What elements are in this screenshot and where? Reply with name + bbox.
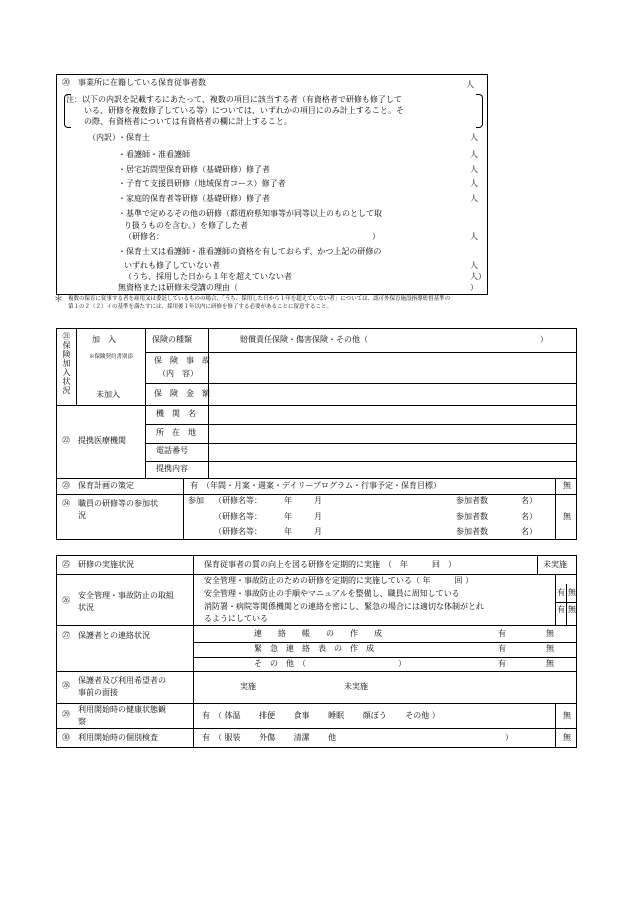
staff-count-heading: ⑳ 事業所に在籍している保育従事者数 [62,78,206,87]
emergency-list: 緊 急 連 絡 表 の 作 成 [254,644,374,653]
training-row-1-year: 年 [284,496,292,505]
item-nursery-teacher-unit: 人 [470,133,478,142]
interview-label-2: 事前の面接 [78,688,118,697]
insurance-type-value: 賠償責任保険・傷害保険・その他（ [240,335,368,344]
health-check-label-2: 察 [78,717,86,726]
health-check-no[interactable]: 無 [563,711,571,720]
training-row-2-year: 年 [284,512,292,521]
safety-label: 安全管理・事故防止の取組 [78,591,174,600]
training-row-2-name: （研修名等： [214,512,262,521]
training-participation-label: ㉔ 職員の研修等の参加状 [62,499,158,508]
safety-line-1: 安全管理・事故防止のための研修を定期的に実施している（ 年 回 ） [204,576,474,585]
footnote-line-1: 複数の保育に従事する者を雇用又は委託しているものの場合、「うち、採用した日から１年を超えていない者」については、認可外保育施設指導監督基準の [68,296,451,302]
emergency-list-no[interactable]: 無 [546,644,554,653]
individual-check-close: ） [505,733,513,742]
item-other-training-unit: 人 [470,232,478,241]
interview-done[interactable]: 実施 [240,682,256,691]
training-impl-value[interactable]: 保育従事者の質の向上を図る研修を定期的に実施 （ 年 回 ） [204,560,456,569]
training-row-1-count: 参加者数 [456,496,488,505]
note-line-2: いる、研修を複数修了している等）については、いずれかの項目にのみ計上すること。そ [84,106,404,115]
item-home-childcare: ・家庭的保育者等研修（基礎研修）修了者 [118,194,270,203]
training-row-3-name: （研修名等： [214,527,262,536]
medical-name-label: 機 関 名 [156,409,196,418]
item-childcare-support-unit: 人 [470,179,478,188]
contact-book-no[interactable]: 無 [546,629,554,638]
training-row-3-count: 参加者数 [456,527,488,536]
insurance-amount-label: 保 険 金 額 [154,389,210,398]
medical-phone-label: 電話番号 [156,446,188,455]
training-row-2-count: 参加者数 [456,512,488,521]
item-unqualified-within-year-unit: 人） [470,272,486,281]
footnote-mark: ＊ [54,295,64,305]
safety-line-3: 消防署・病院等関係機関との連絡を密にし、緊急の場合には適切な体制がとれ [204,602,484,611]
contact-book-yes[interactable]: 有 [498,629,506,638]
insurance-status-label: ㉑保険加入状況 [62,332,71,395]
training-impl-label: ㉕ 研修の実施状況 [62,560,134,569]
safety-yes-1[interactable]: 有 [557,588,565,597]
note-line-1: 注：以下の内訳を記載するにあたって、複数の項目に該当する者（有資格者で研修も修了して [66,95,402,104]
care-plan-label: ㉓ 保育計画の策定 [62,481,134,490]
note-line-3: の際、有資格者については有資格者の欄に計上すること。 [84,117,292,126]
safety-no-1[interactable]: 無 [568,588,576,597]
contact-book: 連 絡 帳 の 作 成 [254,629,382,638]
training-row-1-month: 月 [314,496,322,505]
contact-other: そ の 他 （ [254,659,306,668]
training-participate[interactable]: 参加 [188,496,204,505]
interview-label: 保護者及び利用希望者の [78,676,166,685]
item-other-training-1: ・基準で定めるその他の研修（都道府県知事等が同等以上のものとして取 [118,209,382,218]
item-unqualified-2: いずれも修了していない者 [124,261,220,270]
medical-content-label: 提携内容 [156,464,188,473]
training-row-3-month: 月 [314,527,322,536]
care-plan-no[interactable]: 無 [563,481,571,490]
item-nursery-teacher: ・保育士 [118,133,150,142]
item-other-training-name: （研修名： [124,232,164,241]
insurance-joined-note: ※保険契約書別添 [88,354,133,360]
individual-check-value[interactable]: 有 （ 服装 外傷 清潔 他 [202,733,337,742]
item-home-visit-unit: 人 [470,165,478,174]
training-row-3-close: 名） [521,527,537,536]
care-plan-yes[interactable]: 有 （年間・月案・週案・デイリープログラム・行事予定・保育目標） [190,481,441,490]
item-unqualified-within-year: （うち、採用した日から１年を超えていない者 [124,272,292,281]
footnote-line-2: 第１の２（２）イの基準を満たすには、採用後１年以内に研修を修了する必要があることに留意すること。 [68,304,333,310]
insurance-type-close: ） [540,335,548,344]
contact-other-close: ） [398,659,406,668]
health-check-num: ㉙ [62,710,70,719]
interview-not-done[interactable]: 未実施 [344,682,368,691]
safety-no-2[interactable]: 無 [568,605,576,614]
item-nurse-unit: 人 [470,150,478,159]
interview-num: ㉘ [62,681,70,690]
item-childcare-support: ・子育て支援員研修（地域保育コース）修了者 [118,179,286,188]
medical-partner-label: ㉒ 提携医療機関 [62,436,126,445]
reason-label: 無資格または研修未受講の理由（ [118,283,238,292]
training-row-1-name: （研修名等： [214,496,262,505]
parent-contact-label: ㉗ 保護者との連絡状況 [62,631,150,640]
staff-count-unit: 人 [466,80,474,89]
contact-other-yes[interactable]: 有 [498,659,506,668]
item-nurse: ・看護師・准看護師 [118,150,190,159]
medical-address-label: 所 在 地 [156,428,196,437]
contact-other-no[interactable]: 無 [546,659,554,668]
safety-label-2: 状況 [78,603,94,612]
training-row-1-close: 名） [521,496,537,505]
insurance-joined[interactable]: 加 入 [92,335,116,344]
training-participation-label-2: 況 [78,511,86,520]
item-unqualified-unit: 人 [470,261,478,270]
health-check-value[interactable]: 有 （ 体温 排便 食事 睡眠 顔ぼう その他 ） [202,711,440,720]
insurance-not-joined[interactable]: 未加入 [96,390,120,399]
health-check-label: 利用開始時の健康状態観 [78,705,166,714]
insurance-accident-label: 保 険 事 故 [154,356,210,365]
reason-close: ） [470,283,478,292]
item-home-childcare-unit: 人 [470,194,478,203]
training-row-3-year: 年 [284,527,292,536]
individual-check-no[interactable]: 無 [563,733,571,742]
safety-line-2: 安全管理・事故防止の手順やマニュアルを整備し、職員に周知している [204,589,460,598]
item-home-visit: ・居宅訪問型保育研修（基礎研修）修了者 [118,165,270,174]
item-other-training-2: り扱うものを含む。）を修了した者 [124,221,248,230]
training-row-2-month: 月 [314,512,322,521]
safety-yes-2[interactable]: 有 [557,605,565,614]
note-bracket-right [476,94,483,128]
individual-check-label: ㉚ 利用開始時の個別検査 [62,733,158,742]
training-no[interactable]: 無 [563,512,571,521]
safety-num: ㉖ [62,596,70,605]
item-other-training-close: ） [372,232,380,241]
item-unqualified-1: ・保育士又は看護師・准看護師の資格を有しておらず、かつ上記の研修の [118,247,382,256]
safety-line-4: るようにしている [204,614,268,623]
emergency-list-yes[interactable]: 有 [498,644,506,653]
training-impl-no[interactable]: 未実施 [543,560,567,569]
insurance-type-label: 保険の種類 [152,335,192,344]
breakdown-label: （内訳） [88,133,120,142]
insurance-accident-sub: （内 容） [158,369,198,378]
training-row-2-close: 名） [521,512,537,521]
